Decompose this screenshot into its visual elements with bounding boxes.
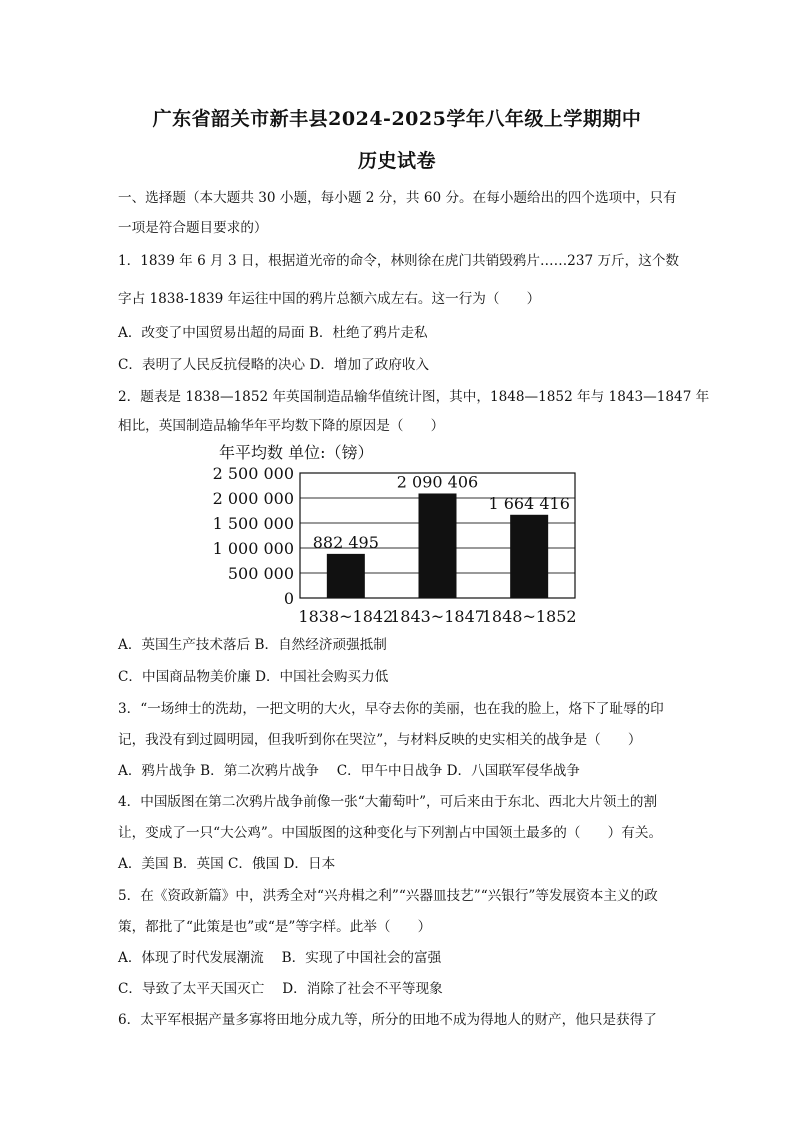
exam-subject-title: 历史试卷: [357, 150, 436, 172]
section-heading-line1: 一、选择题（本大题共 30 小题，每小题 2 分，共 60 分。在每小题给出的四个选项中，只有: [118, 190, 677, 206]
y-tick-label: 2 500 000: [212, 464, 294, 483]
chart-y-axis-label: 年平均数 单位:（镑）: [219, 443, 374, 462]
bar-value-label: 1 664 416: [488, 493, 570, 513]
bar: [327, 554, 365, 598]
question-1-stem-line1: 1．1839 年 6 月 3 日，根据道光帝的命令，林则徐在虎门共销毁鸦片……237 万斤，这个数: [118, 253, 680, 269]
question-5-options-ab: A．体现了时代发展潮流 B．实现了中国社会的富强: [118, 950, 442, 966]
bar-value-label: 2 090 406: [396, 472, 479, 492]
question-2-options-cd: C．中国商品物美价廉 D．中国社会购买力低: [118, 669, 389, 685]
question-1-options-cd: C．表明了人民反抗侵略的决心 D．增加了政府收入: [118, 357, 430, 373]
bar: [419, 493, 457, 598]
bar: [510, 515, 548, 598]
question-3-stem-line1: 3．“一场绅士的洗劫，一把文明的大火，早夺去你的美丽，也在我的脸上，烙下了耻辱的印: [118, 701, 664, 717]
question-5-stem-line2: 策，都批了“此策是也”或“是”等字样。此举（ ）: [118, 919, 432, 935]
question-1-options-ab: A．改变了中国贸易出超的局面 B．杜绝了鸦片走私: [118, 325, 428, 341]
x-tick-label: 1838~1842: [298, 607, 394, 626]
export-bar-chart: [205, 438, 595, 628]
bar-value-label: 882 495: [312, 532, 379, 552]
y-tick-label: 1 000 000: [212, 539, 294, 558]
question-6-stem-line1: 6．太平军根据产量多寡将田地分成九等，所分的田地不成为得地人的财产，他只是获得了: [118, 1012, 657, 1028]
question-3-options: A．鸦片战争 B．第二次鸦片战争 C．甲午中日战争 D．八国联军侵华战争: [118, 763, 580, 779]
exam-title: 广东省韶关市新丰县2024-2025学年八年级上学期期中: [152, 108, 642, 130]
y-tick-label: 0: [283, 589, 294, 608]
question-2-stem-line1: 2．题表是 1838—1852 年英国制造品输华值统计图，其中，1848—1852 年与 1843—1847 年: [118, 389, 710, 405]
y-tick-label: 500 000: [227, 564, 294, 583]
question-4-stem-line2: 让，变成了一只“大公鸡”。中国版图的这种变化与下列割占中国领土最多的（ ）有关。: [118, 825, 663, 841]
question-5-options-cd: C．导致了太平天国灭亡 D．消除了社会不平等现象: [118, 981, 443, 997]
x-tick-label: 1848~1852: [481, 607, 577, 626]
question-4-options: A．美国 B．英国 C．俄国 D．日本: [118, 856, 336, 872]
question-5-stem-line1: 5．在《资政新篇》中，洪秀全对“兴舟楫之利”“兴器皿技艺”“兴银行”等发展资本主义的政: [118, 888, 658, 904]
section-heading-line2: 一项是符合题目要求的）: [118, 220, 268, 236]
question-2-stem-line2: 相比，英国制造品输华年平均数下降的原因是（ ）: [118, 418, 445, 434]
question-2-options-ab: A．英国生产技术落后 B．自然经济顽强抵制: [118, 637, 387, 653]
question-4-stem-line1: 4．中国版图在第二次鸦片战争前像一张“大葡萄叶”，可后来由于东北、西北大片领土的割: [118, 794, 658, 810]
x-tick-label: 1843~1847: [390, 607, 485, 626]
y-tick-label: 2 000 000: [212, 489, 294, 508]
question-1-stem-line2: 字占 1838-1839 年运往中国的鸦片总额六成左右。这一行为（ ）: [118, 291, 541, 307]
y-tick-label: 1 500 000: [212, 514, 294, 533]
question-3-stem-line2: 记，我没有到过圆明园，但我听到你在哭泣”，与材料反映的史实相关的战争是（ ）: [118, 732, 642, 748]
